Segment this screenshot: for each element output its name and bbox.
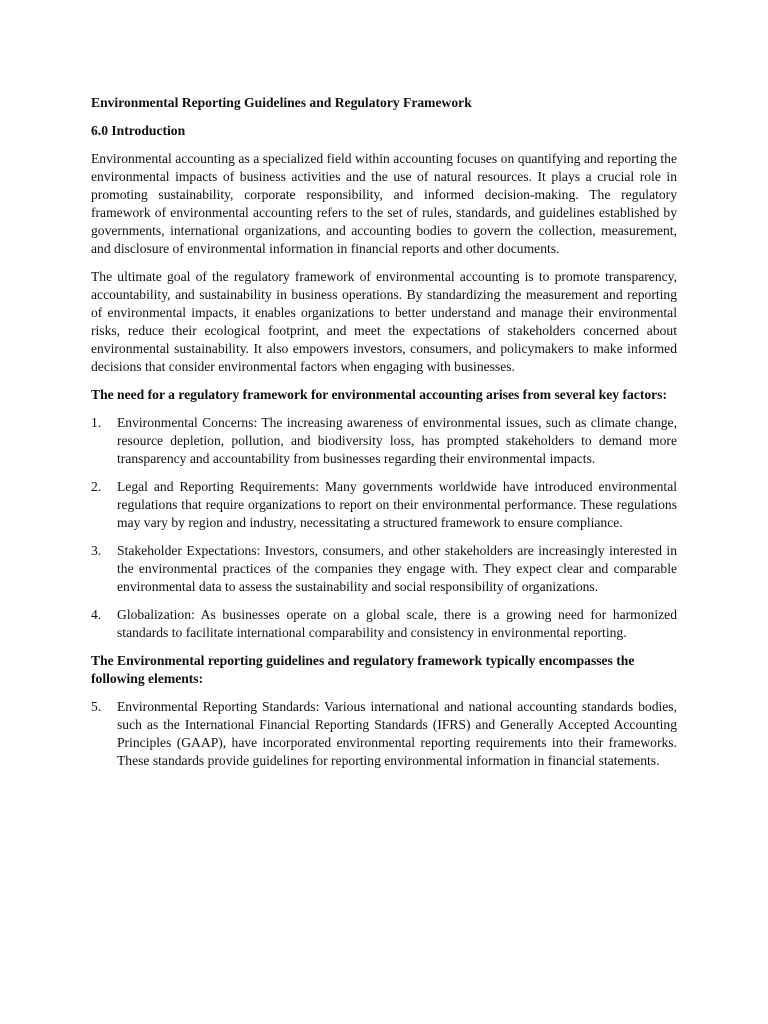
list-item-text: Environmental Concerns: The increasing awareness of environmental issues, such as climate change, resource depletion, pollution, and biodiversity loss, has prompted stakeholders to demand more transparency and accountability from businesses regarding their environmental impacts.: [117, 415, 677, 466]
list-item: [91, 698, 677, 770]
elements-heading: The Environmental reporting guidelines and regulatory framework typically encompasses the following elements:: [91, 653, 635, 686]
need-heading: The need for a regulatory framework for environmental accounting arises from several key factors:: [91, 387, 667, 402]
list-item-number: 3.: [91, 543, 102, 558]
list-item: [91, 606, 677, 642]
intro-paragraph-2: The ultimate goal of the regulatory framework of environmental accounting is to promote transparency, accountability, and sustainability in business operations. By standardizing the measurement and reporting of environmental impacts, it enables organizations to better understand and manage their environmental risks, reduce their ecological footprint, and meet the expectations of stakeholders concerned about environmental sustainability. It also empowers investors, consumers, and policymakers to make informed decisions that consider environmental factors when engaging with businesses.: [91, 269, 677, 374]
list-item-text: Stakeholder Expectations: Investors, consumers, and other stakeholders are increasingly interested in the environmental practices of the companies they engage with. They expect clear and comparable environmental data to assess the sustainability and social responsibility of organizations.: [117, 543, 677, 594]
list-item-number: 1.: [91, 415, 102, 430]
intro-paragraph-1: Environmental accounting as a specialized field within accounting focuses on quantifying and reporting the environmental impacts of business activities and the use of natural resources. It plays a crucial role in promoting sustainability, corporate responsibility, and informed decision-making. The regulatory framework of environmental accounting refers to the set of rules, standards, and guidelines established by governments, international organizations, and accounting bodies to govern the collection, measurement, and disclosure of environmental information in financial reports and other documents.: [91, 151, 677, 256]
list-item-number: 2.: [91, 479, 102, 494]
section-heading: 6.0 Introduction: [91, 123, 186, 138]
list-item: [91, 414, 677, 468]
list-item-number: 5.: [91, 699, 102, 714]
list-item: [91, 478, 677, 532]
list-item-text: Environmental Reporting Standards: Various international and national accounting standards bodies, such as the International Financial Reporting Standards (IFRS) and Generally Accepted Accounting Principles (GAAP), have incorporated environmental reporting requirements into their frameworks. These standards provide guidelines for reporting environmental information in financial statements.: [117, 699, 677, 768]
need-list: [91, 414, 677, 642]
list-item-text: Globalization: As businesses operate on a global scale, there is a growing need for harmonized standards to facilitate international comparability and consistency in environmental reporting.: [117, 607, 677, 640]
list-item-number: 4.: [91, 607, 102, 622]
document-page: [91, 94, 677, 780]
elements-list: [91, 698, 677, 770]
document-title: Environmental Reporting Guidelines and Regulatory Framework: [91, 95, 472, 110]
list-item: [91, 542, 677, 596]
list-item-text: Legal and Reporting Requirements: Many governments worldwide have introduced environmental regulations that require organizations to report on their environmental performance. These regulations may vary by region and industry, necessitating a structured framework to ensure compliance.: [117, 479, 677, 530]
